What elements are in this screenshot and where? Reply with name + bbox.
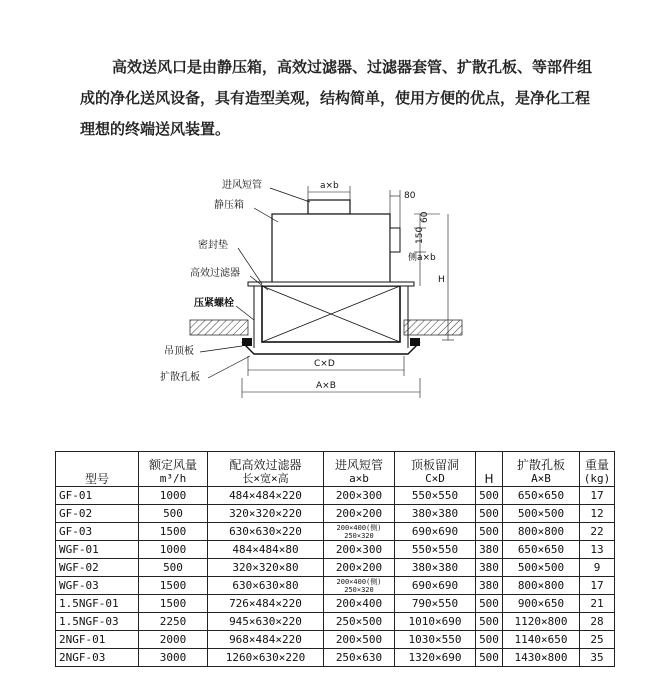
dim-cxd: C×D — [314, 359, 335, 369]
th-weight: 重量 (kg) — [580, 452, 615, 487]
th-filter: 配高效过滤器 长×宽×高 — [208, 452, 324, 487]
ceiling-slab-left — [190, 320, 248, 335]
dim-80: 80 — [404, 191, 416, 201]
ceiling-slab-right — [404, 320, 462, 335]
label-inlet: 进风短管 — [222, 180, 262, 191]
th-opening: 顶板留洞 C×D — [395, 452, 476, 487]
intro-paragraph — [80, 52, 620, 145]
dim-inlet-axb: a×b — [320, 181, 339, 191]
intro-line-2: 成的净化送风设备，具有造型美观，结构简单，使用方便的优点，是净化工程 — [80, 89, 591, 107]
table-row: 1.5NGF-01 1500 726×484×220 200×400 790×550 500 900×650 21 — [56, 595, 615, 613]
table-row: WGF-03 1500 630×630×80 200×400(侧) 250×320 690×690 380 800×800 17 — [56, 577, 615, 595]
dim-AxB: A×B — [316, 381, 336, 391]
air-outlet-diagram — [150, 170, 470, 400]
dim-side-axb: 侧a×b — [408, 253, 436, 263]
table-row: WGF-01 1000 484×484×80 200×300 550×550 380 650×650 13 — [56, 541, 615, 559]
table-row: WGF-02 500 320×320×80 200×200 380×380 380 500×500 9 — [56, 559, 615, 577]
table-header-row — [56, 452, 615, 487]
label-filter: 高效过滤器 — [190, 268, 240, 279]
table-row: GF-01 1000 484×484×220 200×300 550×550 500 650×650 17 — [56, 487, 615, 505]
label-plenum: 静压箱 — [214, 200, 244, 211]
intro-line-3: 理想的终端送风装置。 — [80, 120, 231, 138]
intro-line-1: 高效送风口是由静压箱，高效过滤器、过滤器套管、扩散孔板、等部件组 — [112, 58, 593, 76]
plenum-box — [272, 214, 390, 286]
th-h: H — [476, 452, 503, 487]
table-row: GF-03 1500 630×630×220 200×400(侧) 250×320 690×690 500 800×800 22 — [56, 523, 615, 541]
dim-60: 60 — [420, 211, 430, 223]
th-diffuser: 扩散孔板 A×B — [503, 452, 580, 487]
label-diffuser: 扩散孔板 — [160, 372, 200, 383]
table-row: 2NGF-03 3000 1260×630×220 250×630 1320×690 500 1430×800 35 — [56, 649, 615, 667]
th-inlet: 进风短管 a×b — [324, 452, 395, 487]
table-row: 1.5NGF-03 2250 945×630×220 250×500 1010×690 500 1120×800 28 — [56, 613, 615, 631]
th-model: 型号 — [56, 452, 139, 487]
diffuser-plate — [242, 342, 420, 354]
table-row: GF-02 500 320×320×220 200×200 380×380 500 500×500 12 — [56, 505, 615, 523]
inlet-duct — [308, 200, 350, 214]
label-ceiling: 吊顶板 — [164, 346, 194, 357]
label-bolt: 压紧螺栓 — [194, 298, 234, 309]
th-airflow: 额定风量 m³/h — [139, 452, 208, 487]
dim-h: H — [438, 275, 445, 285]
side-inlet — [390, 228, 400, 252]
dim-150: 150 — [415, 226, 425, 244]
label-gasket: 密封垫 — [198, 240, 228, 251]
table-row: 2NGF-01 2000 968×484×220 200×500 1030×550 500 1140×650 25 — [56, 631, 615, 649]
spec-table — [55, 451, 615, 667]
